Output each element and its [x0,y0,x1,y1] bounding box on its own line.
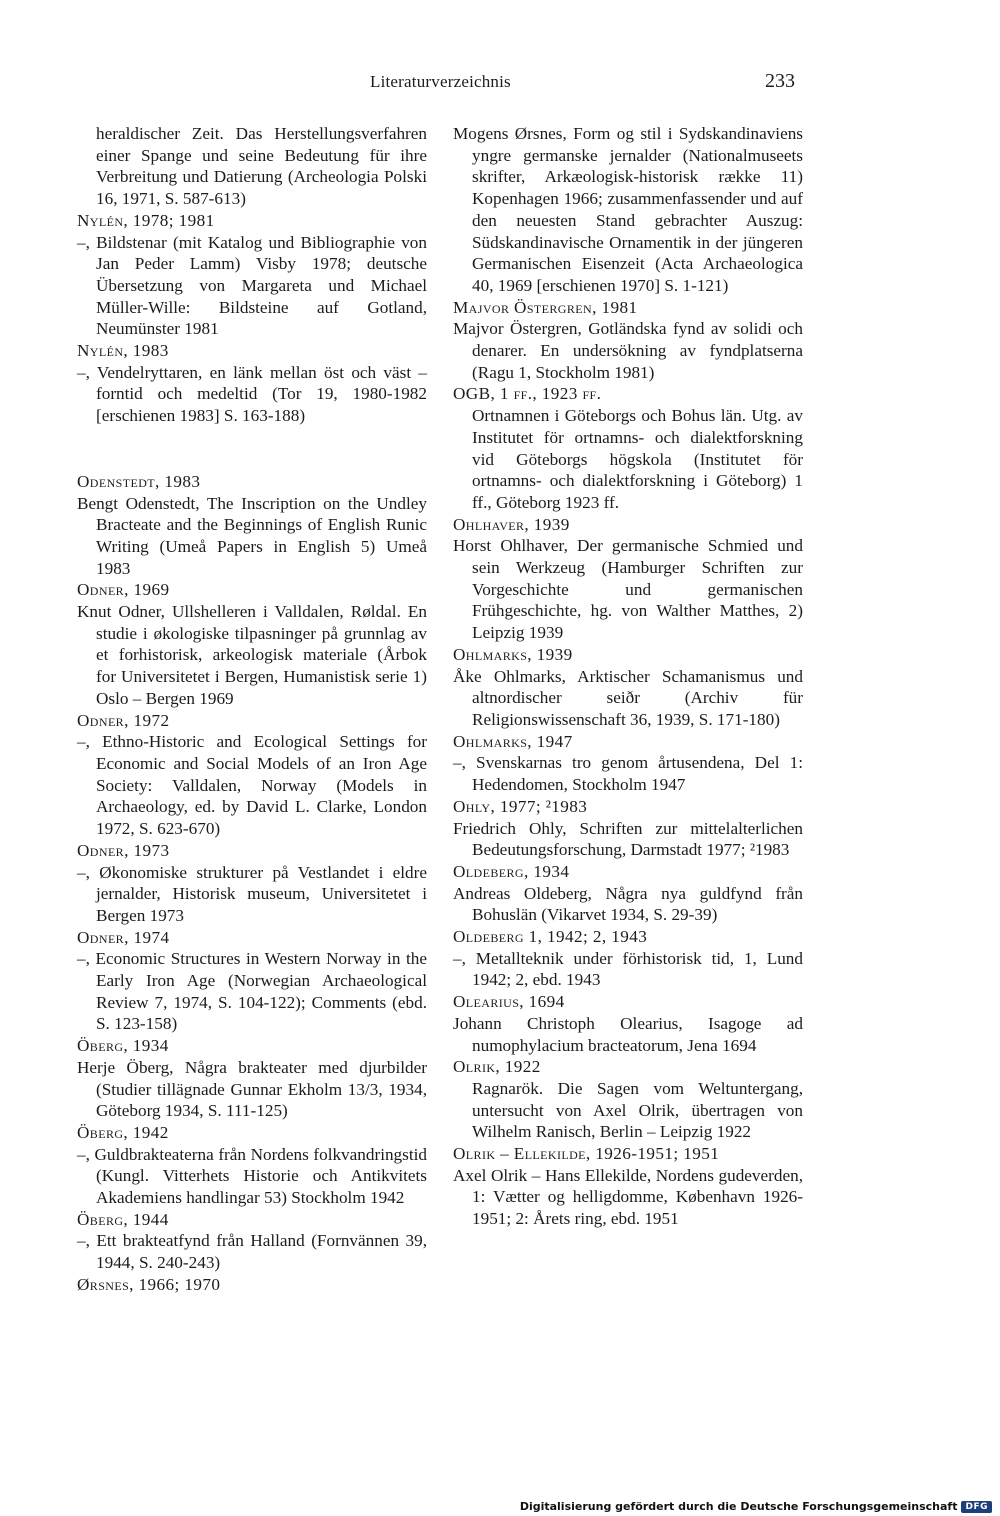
entry-spacer [77,427,427,471]
reference-key: Odner, 1972 [77,710,170,730]
reference-text: –, Ethno-Historic and Ecological Settings for Economic and Social Models of an Iron Age Society: Valldalen, Norway (Models in Archaeology, ed. by David L. Clarke, London 1972, S. 623-670) [77,732,427,839]
reference-text: –, Økonomiske strukturer på Vestlandet i eldre jernalder, Historisk museum, Universitetet i Bergen 1973 [77,862,427,925]
reference-key: Ohlmarks, 1947 [453,731,573,751]
reference-text: –, Economic Structures in Western Norway in the Early Iron Age (Norwegian Archaeological Review 7, 1974, S. 104-122); Comments (ebd. S. 123-158) [77,949,427,1034]
reference-text: heraldischer Zeit. Das Herstellungsverfahren einer Spange und seine Bedeutung für ihre Verbreitung und Datierung (Archeologia Polski 16, 1971, S. 587-613) [96,124,427,209]
reference-text: Åke Ohlmarks, Arktischer Schamanismus und altnordischer seiðr (Archiv für Religionswissenschaft 36, 1939, S. 171-180) [453,666,803,729]
reference-text: Herje Öberg, Några brakteater med djurbilder (Studier tillägnade Gunnar Ekholm 13/3, 1934, Göteborg 1934, S. 111-125) [77,1057,427,1121]
reference-text: Ortnamnen i Göteborgs och Bohus län. Utg. av Institutet för ortnamns- och dialektforskning vid Göteborgs högskola (Institutet för ortnamns- och dialektforskning i Göteborg) 1 ff., Göteborg 1923 ff. [472,406,803,512]
reference-key: Olrik, 1922 [453,1057,541,1077]
reference-text: Andreas Oldeberg, Några nya guldfynd från Bohuslän (Vikarvet 1934, S. 29-39) [453,883,803,925]
reference-text: Majvor Östergren, Gotländska fynd av solidi och denarer. En undersökning av fyndplatserna (Ragu 1, Stockholm 1981) [453,319,803,382]
reference-key: Oldeberg, 1934 [453,861,570,881]
footer [520,1500,992,1513]
left-column [77,123,427,1296]
reference-text: Knut Odner, Ullshelleren i Valldalen, Røldal. En studie i økologiske tilpasninger på grunnlag av et forhistorisk, arkeologisk materiale (Årbok for Universitetet i Bergen, Humanistisk serie 1) Oslo – Bergen 1969 [77,602,427,708]
dfg-logo: DFG [961,1501,992,1513]
reference-key: Majvor Östergren, 1981 [453,297,638,317]
reference-key: Odner, 1974 [77,927,170,947]
reference-key: Öberg, 1944 [77,1209,169,1229]
reference-key: Odner, 1969 [77,580,170,600]
reference-text: Bengt Odenstedt, The Inscription on the Undley Bracteate and the Beginnings of English Runic Writing (Umeå Papers in English 5) Umeå 1983 [77,493,427,578]
reference-text: Johann Christoph Olearius, Isagoge ad numophylacium bracteatorum, Jena 1694 [453,1013,803,1055]
reference-key: Olrik – Ellekilde, 1926-1951; 1951 [453,1144,720,1164]
reference-text: Mogens Ørsnes, Form og stil i Sydskandinaviens yngre germanske jernalder (Nationalmuseets skrifter, Arkæologisk-historisk række 11) Kopenhagen 1966; zusammenfassender und auf den neuesten Stand gebrachter Auszug: Südskandinavische Ornamentik in der jüngeren Germanischen Eisenzeit (Acta Archaeologica 40, 1969 [erschienen 1970] S. 1-121) [453,124,803,295]
reference-text: Friedrich Ohly, Schriften zur mittelalterlichen Bedeutungsforschung, Darmstadt 1977; ²1983 [453,818,803,860]
reference-key: Ohlmarks, 1939 [453,644,573,664]
reference-key: Nylén, 1978; 1981 [77,210,215,230]
reference-text: –, Vendelryttaren, en länk mellan öst och väst – forntid och medeltid (Tor 19, 1980-1982 [erschienen 1983] S. 163-188) [77,362,427,426]
reference-key: Odenstedt, 1983 [77,471,201,491]
page-header [0,70,1000,96]
reference-text: –, Metallteknik under förhistorisk tid, 1, Lund 1942; 2, ebd. 1943 [453,948,803,990]
reference-text: –, Svenskarnas tro genom årtusendena, Del 1: Hedendomen, Stockholm 1947 [453,753,803,795]
reference-text: –, Bildstenar (mit Katalog und Bibliographie von Jan Peder Lamm) Visby 1978; deutsche Übersetzung von Margareta und Michael Müller-Wille: Bildsteine auf Gotland, Neumünster 1981 [77,232,427,339]
reference-text: Ragnarök. Die Sagen vom Weltuntergang, untersucht von Axel Olrik, übertragen von Wilhelm Ranisch, Berlin – Leipzig 1922 [472,1078,803,1142]
page-number: 233 [765,70,795,92]
reference-text: –, Guldbrakteaterna från Nordens folkvandringstid (Kungl. Vitterhets Historie och Antikvitets Akademiens handlingar 53) Stockholm 1942 [77,1144,427,1208]
footer-credit: Digitalisierung gefördert durch die Deutsche Forschungsgemeinschaft [519,1500,958,1513]
running-title: Literaturverzeichnis [370,72,511,91]
reference-key: Nylén, 1983 [77,341,169,361]
reference-key: OGB, 1 ff., 1923 ff. [453,384,602,404]
reference-key: Odner, 1973 [77,840,170,860]
reference-key: Ørsnes, 1966; 1970 [77,1274,221,1294]
reference-key: Öberg, 1942 [77,1122,169,1142]
reference-key: Öberg, 1934 [77,1036,169,1056]
reference-text: Axel Olrik – Hans Ellekilde, Nordens gudeverden, 1: Vætter og helligdomme, København 1926-1951; 2: Årets ring, ebd. 1951 [453,1165,803,1229]
reference-text: Horst Ohlhaver, Der germanische Schmied und sein Werkzeug (Hamburger Schriften zur Vorgeschichte und germanischen Frühgeschichte, hg. von Walther Matthes, 2) Leipzig 1939 [453,536,803,643]
right-column [453,123,803,1230]
reference-text: –, Ett brakteatfynd från Halland (Fornvännen 39, 1944, S. 240-243) [77,1231,427,1273]
reference-key: Olearius, 1694 [453,992,565,1012]
reference-key: Ohlhaver, 1939 [453,514,570,534]
reference-key: Oldeberg 1, 1942; 2, 1943 [453,927,648,947]
reference-key: Ohly, 1977; ²1983 [453,796,588,816]
